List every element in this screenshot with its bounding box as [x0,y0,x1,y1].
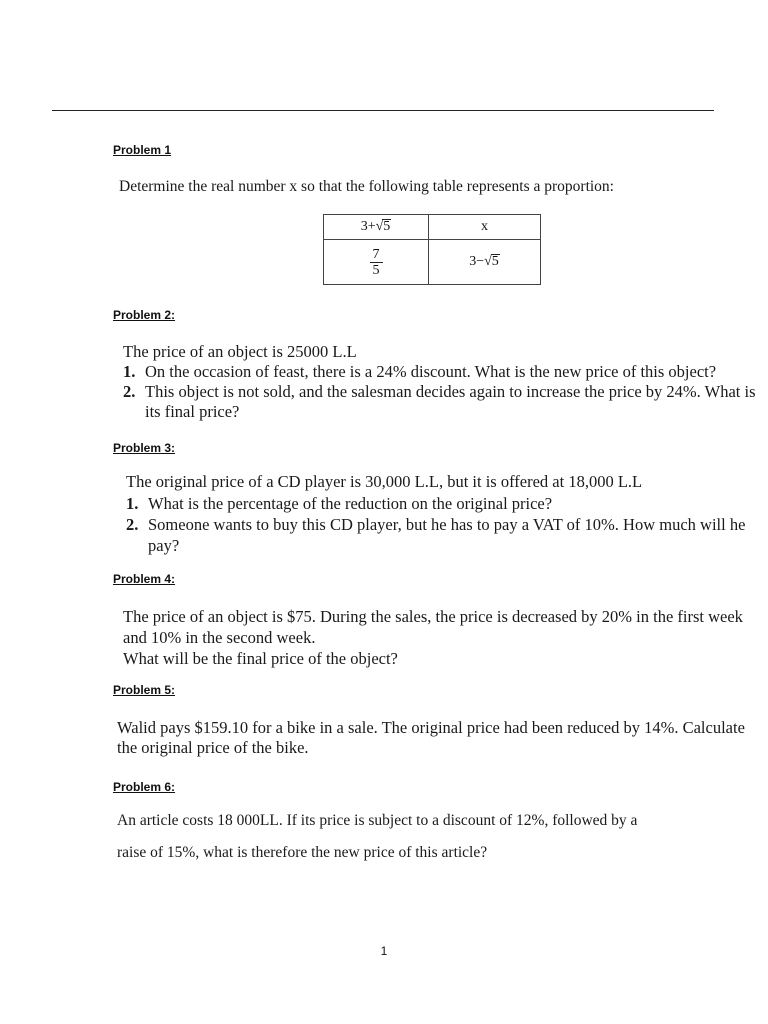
sqrt-symbol: √ [484,254,492,269]
problem-3-item-1: 1. What is the percentage of the reduction on the original price? [126,494,553,513]
problem-1-heading: Problem 1 [113,143,172,157]
problem-2-line-1: The price of an object is 25000 L.L [123,342,357,361]
table-cell-r1c2: x [429,215,541,240]
problem-1-line-1: Determine the real number x so that the following table represents a proportion: [119,178,614,195]
problem-5-line-2: the original price of the bike. [117,738,309,757]
problem-4-line-2: and 10% in the second week. [123,628,316,647]
problem-4-line-3: What will be the final price of the object? [123,649,398,668]
proportion-table [323,214,541,285]
problem-5-line-1: Walid pays $159.10 for a bike in a sale. The original price had been reduced by 14%. Calculate [117,718,745,737]
problem-3-item-2: 2. Someone wants to buy this CD player, but he has to pay a VAT of 10%. How much will he [126,515,746,534]
header-rule [52,110,714,111]
problem-5-heading: Problem 5: [113,683,176,697]
table-cell-r2c2: 3−√5 [429,240,541,285]
table-cell-r1c1: 3+√5 [324,215,429,240]
problem-3-line-1: The original price of a CD player is 30,000 L.L, but it is offered at 18,000 L.L [126,472,643,491]
page-number: 1 [380,944,388,958]
fraction: $\frac{7}{5}$ [370,247,383,278]
problem-3-item-2-cont: pay? [148,536,180,555]
sqrt-symbol: √ [375,219,384,234]
problem-2-heading: Problem 2: [113,308,176,322]
problem-3-heading: Problem 3: [113,441,176,455]
problem-2-item-1: 1. On the occasion of feast, there is a 24% discount. What is the new price of this object? [123,362,717,381]
problem-2-item-2: 2. This object is not sold, and the salesman decides again to increase the price by 24%. What is [123,382,756,401]
problem-2-item-2-cont: its final price? [145,402,240,421]
table-cell-r2c1 [324,240,429,285]
problem-6-heading: Problem 6: [113,780,176,794]
problem-6-line-1: An article costs 18 000LL. If its price is subject to a discount of 12%, followed by a [117,812,638,829]
problem-6-line-2: raise of 15%, what is therefore the new price of this article? [117,844,488,861]
problem-4-heading: Problem 4: [113,572,176,586]
problem-4-line-1: The price of an object is $75. During the sales, the price is decreased by 20% in the first week [123,607,743,626]
